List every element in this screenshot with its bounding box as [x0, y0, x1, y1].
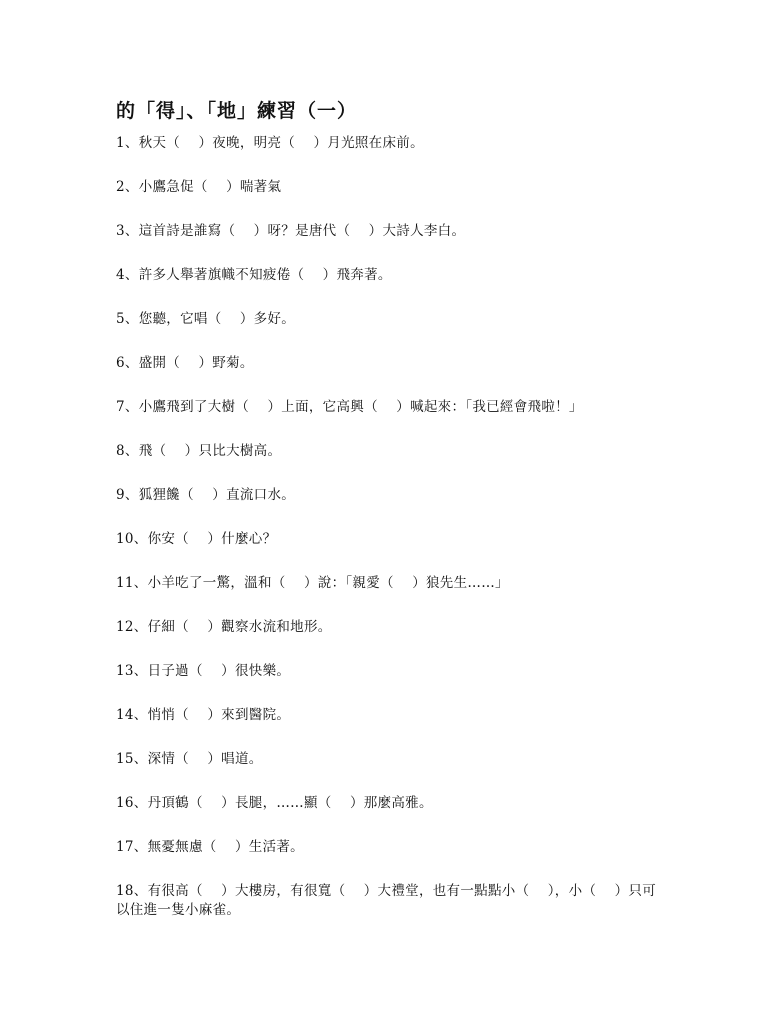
exercise-item-15: 15、深情（ ）唱道。: [116, 751, 263, 767]
exercise-item-5: 5、您聽，它唱（ ）多好。: [116, 311, 296, 327]
page-title: 的「得」、「地」練習（一）: [116, 100, 358, 122]
exercise-item-1: 1、秋天（ ）夜晚，明亮（ ）月光照在床前。: [116, 135, 424, 151]
exercise-item-2: 2、小鷹急促（ ）喘著氣: [116, 179, 282, 195]
exercise-item-4: 4、許多人舉著旗幟不知疲倦（ ）飛奔著。: [116, 267, 392, 283]
exercise-item-17: 17、無憂無慮（ ）生活著。: [116, 839, 304, 855]
exercise-item-8: 8、飛（ ）只比大樹高。: [116, 443, 282, 459]
exercise-item-18: 18、有很高（ ）大樓房，有很寬（ ）大禮堂，也有一點點小（ ），小（ ）只可以住進一隻小麻雀。: [116, 883, 656, 918]
exercise-item-16: 16、丹頂鶴（ ）長腿，……顯（ ）那麼高雅。: [116, 795, 433, 811]
exercise-item-9: 9、狐狸饞（ ）直流口水。: [116, 487, 296, 503]
exercise-item-12: 12、仔細（ ）觀察水流和地形。: [116, 619, 332, 635]
exercise-item-7: 7、小鷹飛到了大樹（ ）上面，它高興（ ）喊起來：「我已經會飛啦！」: [116, 399, 583, 415]
exercise-item-6: 6、盛開（ ）野菊。: [116, 355, 254, 371]
exercise-item-10: 10、你安（ ）什麼心？: [116, 531, 277, 547]
exercise-item-14: 14、悄悄（ ）來到醫院。: [116, 707, 291, 723]
exercise-item-3: 3、這首詩是誰寫（ ）呀？是唐代（ ）大詩人李白。: [116, 223, 466, 239]
exercise-item-13: 13、日子過（ ）很快樂。: [116, 663, 291, 679]
exercise-list: [116, 134, 676, 945]
exercise-item-11: 11、小羊吃了一驚，溫和（ ）說：「親愛（ ）狼先生……」: [116, 575, 509, 591]
